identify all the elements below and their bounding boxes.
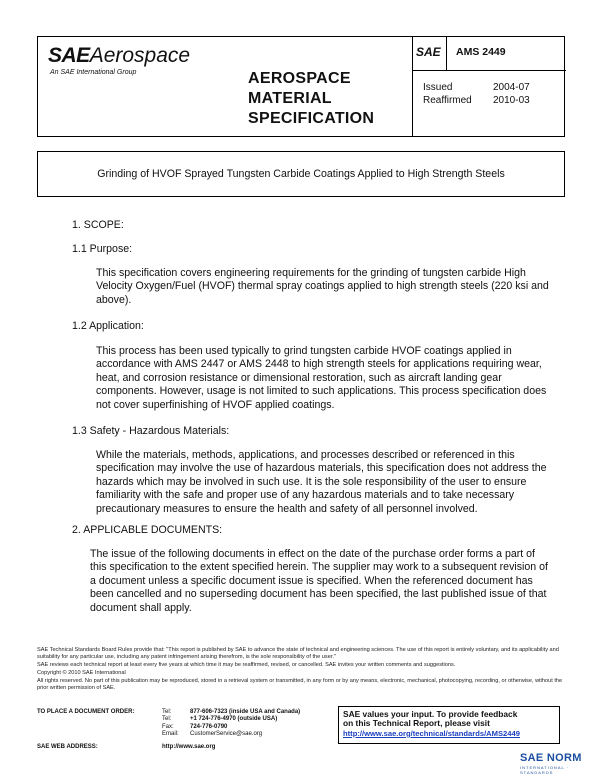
section-2-text: The issue of the following documents in effect on the date of the purchase order forms a part of this specification to the extent specified herein. The supplier may work to a subsequent revision of a document unless a specific document issue is specified. When the referenced document has been cancelled and no superseding document has been specified, the last published issue of that document shall apply. bbox=[90, 548, 548, 614]
issued-value: 2004-07 bbox=[493, 82, 530, 93]
section-2-heading: 2. APPLICABLE DOCUMENTS: bbox=[72, 524, 223, 536]
spec-type-title bbox=[248, 69, 374, 129]
sae-norm-sub: INTERNATIONAL · STANDARDS bbox=[520, 765, 570, 775]
spec-title-line-1: AEROSPACE bbox=[248, 70, 351, 87]
order-label: TO PLACE A DOCUMENT ORDER: bbox=[37, 709, 135, 715]
contact-labels bbox=[162, 709, 179, 739]
fax-label: Fax: bbox=[162, 723, 174, 730]
reaffirmed-label: Reaffirmed bbox=[423, 95, 472, 106]
web-link[interactable]: http://www.sae.org bbox=[162, 744, 216, 750]
tel1-label: Tel: bbox=[162, 709, 172, 715]
tel1-value: 877-606-7323 (inside USA and Canada) bbox=[190, 709, 301, 715]
web-label: SAE WEB ADDRESS: bbox=[37, 744, 98, 750]
spec-title-line-3: SPECIFICATION bbox=[248, 110, 375, 127]
contact-values bbox=[190, 709, 300, 739]
email-label: Email: bbox=[162, 731, 179, 738]
logo-sae-text: SAE bbox=[48, 44, 90, 67]
feedback-box bbox=[338, 706, 560, 744]
feedback-line-2: on this Technical Report, please visit bbox=[343, 718, 490, 729]
reaffirmed-value: 2010-03 bbox=[493, 95, 530, 106]
footer-line-3: Copyright © 2010 SAE International bbox=[37, 670, 126, 676]
logo-subtitle: An SAE International Group bbox=[50, 69, 137, 76]
header-divider-small bbox=[446, 37, 447, 70]
header-divider-vertical bbox=[412, 37, 413, 136]
tel2-label: Tel: bbox=[162, 716, 172, 723]
section-1-2-heading: 1.2 Application: bbox=[72, 320, 144, 332]
feedback-line-1: SAE values your input. To provide feedback bbox=[343, 709, 518, 719]
section-1-heading: 1. SCOPE: bbox=[72, 219, 124, 231]
sae-aerospace-logo bbox=[48, 44, 190, 68]
issue-dates bbox=[423, 81, 530, 107]
sae-norm-watermark: SAE NORM bbox=[520, 752, 582, 764]
footer-line-1: SAE Technical Standards Board Rules provide that: "This report is published by SAE to advance the state of technical and engineering sciences. The use of this report is entirely voluntary, and its applicability and suitability for any particular use, including any patent infringement arising therefrom, is the sole responsibility of the user." bbox=[37, 647, 559, 660]
sae-mark-logo: SAE bbox=[416, 45, 441, 59]
header-divider-horizontal bbox=[412, 70, 566, 71]
footer-line-4: All rights reserved. No part of this publication may be reproduced, stored in a retrieval system or transmitted, in any form or by any means, electronic, mechanical, photocopying, recording, or otherwise, without the prior written permission of SAE. bbox=[37, 678, 563, 691]
tel2-value: +1 724-776-4970 (outside USA) bbox=[190, 716, 278, 723]
spec-title-line-2: MATERIAL bbox=[248, 90, 332, 107]
document-id: AMS 2449 bbox=[456, 46, 506, 58]
fax-value: 724-776-0790 bbox=[190, 723, 228, 730]
feedback-link[interactable]: http://www.sae.org/technical/standards/AMS2449 bbox=[343, 728, 520, 738]
document-title-box bbox=[37, 151, 565, 197]
footer-notice bbox=[37, 647, 565, 692]
section-1-3-heading: 1.3 Safety - Hazardous Materials: bbox=[72, 425, 230, 437]
section-1-3-text: While the materials, methods, applications, and processes described or referenced in this specification may involve the use of hazardous materials, this specification does not address the hazards which may be involved in such use. It is the sole responsibility of the user to ensure familiarity with the safe and proper use of any hazardous materials and to take necessary precautionary measures to ensure the health and safety of all personnel involved. bbox=[96, 449, 547, 515]
email-value[interactable]: CustomerService@sae.org bbox=[190, 731, 263, 738]
document-title: Grinding of HVOF Sprayed Tungsten Carbide Coatings Applied to High Strength Steels bbox=[97, 168, 505, 180]
section-1-1-heading: 1.1 Purpose: bbox=[72, 243, 133, 255]
footer-line-2: SAE reviews each technical report at least every five years at which time it may be reaffirmed, revised, or cancelled. SAE invites your written comments and suggestions. bbox=[37, 662, 456, 668]
header-box bbox=[37, 36, 565, 137]
section-1-2-text: This process has been used typically to grind tungsten carbide HVOF coatings applied in accordance with AMS 2447 or AMS 2448 to high strength steels for applications requiring wear, heat, and corrosion resistance or dimensional restoration, such as aircraft landing gear components. However, usage is not limited to such applications. This process specification does not cover superfinishing of HVOF applied coatings. bbox=[96, 345, 547, 411]
section-1-1-text: This specification covers engineering requirements for the grinding of tungsten carbide High Velocity Oxygen/Fuel (HVOF) thermal spray coatings applied to high strength steels (220 ksi and above). bbox=[96, 267, 549, 306]
issued-label: Issued bbox=[423, 82, 453, 93]
logo-aerospace-text: Aerospace bbox=[89, 44, 191, 67]
